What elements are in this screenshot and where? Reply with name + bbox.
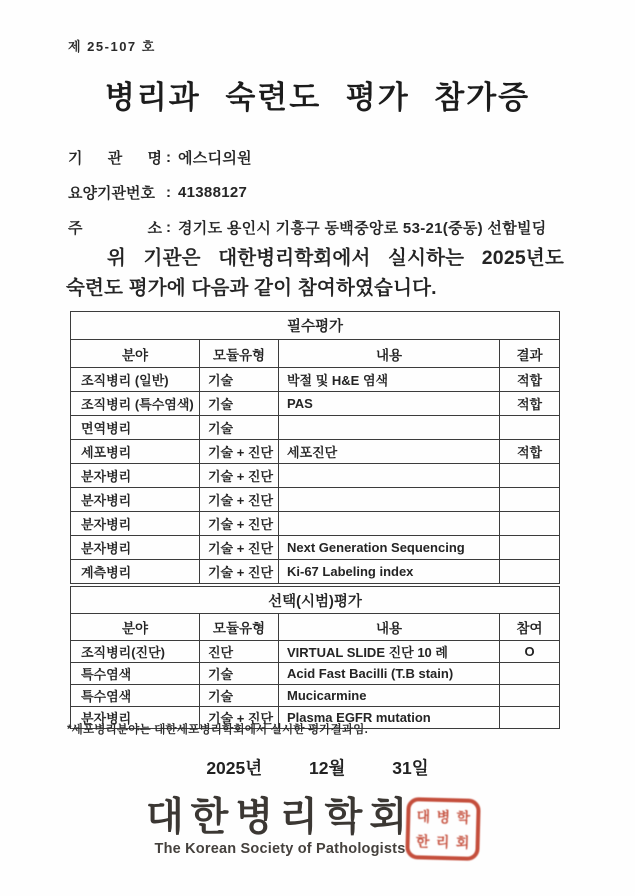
- optional-table-body: [71, 641, 560, 729]
- table-header-row: [71, 340, 560, 368]
- table-cell: [279, 464, 500, 488]
- issuer-name-korean: 대한병리학회: [145, 796, 415, 839]
- table-cell: 기술 + 진단: [200, 512, 279, 536]
- table-cell: 계측병리: [71, 560, 200, 584]
- table-cell: 기술: [200, 663, 279, 685]
- required-table-title: 필수평가: [71, 312, 560, 340]
- info-row-care-number: [68, 175, 568, 210]
- col-header-field: 분야: [71, 614, 200, 641]
- table-row: [71, 392, 560, 416]
- table-cell: Ki-67 Labeling index: [279, 560, 500, 584]
- table-row: [71, 488, 560, 512]
- seal-char: 대: [416, 807, 431, 825]
- table-cell: 기술 + 진단: [200, 464, 279, 488]
- col-header-participation: 참여: [500, 614, 560, 641]
- seal-char: 회: [455, 833, 470, 851]
- table-cell: 면역병리: [71, 416, 200, 440]
- issue-date-day: 31일: [392, 758, 429, 778]
- table-cell: Acid Fast Bacilli (T.B stain): [279, 663, 500, 685]
- table-cell: 조직병리(진단): [71, 641, 200, 663]
- table-cell: [500, 707, 560, 729]
- table-cell: [500, 488, 560, 512]
- required-table-body: [71, 368, 560, 584]
- table-row: [71, 416, 560, 440]
- society-seal-stamp-icon: [405, 797, 481, 861]
- table-row: [71, 560, 560, 584]
- table-cell: 분자병리: [71, 488, 200, 512]
- table-cell: Mucicarmine: [279, 685, 500, 707]
- table-cell: 분자병리: [71, 707, 200, 729]
- care-number-value: 41388127: [178, 184, 248, 201]
- issue-date: [0, 755, 635, 780]
- info-row-address: [68, 210, 568, 245]
- col-header-module-type: 모듈유형: [200, 614, 279, 641]
- table-cell: 특수염색: [71, 663, 200, 685]
- table-cell: 분자병리: [71, 464, 200, 488]
- table-cell: 기술 + 진단: [200, 488, 279, 512]
- colon: :: [166, 219, 171, 236]
- table-cell: [500, 685, 560, 707]
- table-row: [71, 663, 560, 685]
- statement-line-2: 숙련도 평가에 다음과 같이 참여하였습니다.: [66, 277, 437, 300]
- info-row-org-name: [68, 140, 568, 175]
- seal-char: 학: [456, 808, 471, 826]
- table-header-row: [71, 614, 560, 641]
- table-row: [71, 464, 560, 488]
- doc-number: 제 25-107 호: [68, 39, 156, 54]
- table-cell: 특수염색: [71, 685, 200, 707]
- table-cell: 기술: [200, 392, 279, 416]
- issuer-name-english: The Korean Society of Pathologists: [154, 840, 406, 857]
- table-row: [71, 440, 560, 464]
- table-cell: 기술 + 진단: [200, 440, 279, 464]
- table-cell: 조직병리 (특수염색): [71, 392, 200, 416]
- table-cell: Plasma EGFR mutation: [279, 707, 500, 729]
- seal-char: 병: [436, 808, 451, 825]
- col-header-content: 내용: [279, 614, 500, 641]
- colon: :: [166, 149, 171, 166]
- table-cell: 조직병리 (일반): [71, 368, 200, 392]
- col-header-module-type: 모듈유형: [200, 340, 279, 368]
- table-cell: 진단: [200, 641, 279, 663]
- issue-date-year: 2025년: [206, 758, 263, 778]
- table-cell: 적합: [500, 392, 560, 416]
- issuer-footer: [70, 797, 490, 857]
- table-cell: 기술 + 진단: [200, 560, 279, 584]
- table-cell: [279, 416, 500, 440]
- table-title-row: [71, 312, 560, 340]
- care-number-label: 요양기관번호: [68, 185, 155, 202]
- table-cell: [500, 536, 560, 560]
- table-row: [71, 512, 560, 536]
- table-cell: [500, 663, 560, 685]
- table-cell: 박절 및 H&E 염색: [279, 368, 500, 392]
- table-cell: O: [500, 641, 560, 663]
- table-cell: [279, 512, 500, 536]
- colon: :: [166, 184, 171, 201]
- table-cell: VIRTUAL SLIDE 진단 10 례: [279, 641, 500, 663]
- table-cell: 기술 + 진단: [200, 536, 279, 560]
- table-cell: 적합: [500, 440, 560, 464]
- address-value: 경기도 용인시 기흥구 동백중앙로 53-21(중동) 선함빌딩: [178, 220, 547, 237]
- address-label: 주 소: [68, 220, 162, 237]
- table-cell: [279, 488, 500, 512]
- table-cell: 세포진단: [279, 440, 500, 464]
- seal-char: 한: [415, 832, 430, 850]
- statement-line-1: 위 기관은 대한병리학회에서 실시하는 2025년도: [106, 247, 564, 269]
- seal-char: 리: [435, 833, 450, 850]
- table-cell: Next Generation Sequencing: [279, 536, 500, 560]
- org-name-label: 기 관 명: [68, 150, 162, 167]
- col-header-content: 내용: [279, 340, 500, 368]
- optional-table-title: 선택(시범)평가: [71, 587, 560, 614]
- table-cell: 분자병리: [71, 512, 200, 536]
- table-row: [71, 685, 560, 707]
- table-cell: 기술: [200, 685, 279, 707]
- institution-info: [68, 140, 568, 245]
- optional-evaluation-table: [70, 586, 560, 729]
- page-title: 병리과 숙련도 평가 참가증: [104, 80, 531, 115]
- table-cell: [500, 464, 560, 488]
- table-cell: 세포병리: [71, 440, 200, 464]
- table-row: [71, 641, 560, 663]
- table-cell: [500, 560, 560, 584]
- table-cell: 기술: [200, 368, 279, 392]
- table-row: [71, 536, 560, 560]
- issue-date-month: 12월: [309, 758, 346, 778]
- table-title-row: [71, 587, 560, 614]
- col-header-field: 분야: [71, 340, 200, 368]
- table-cell: 기술 + 진단: [200, 707, 279, 729]
- required-evaluation-table: [70, 311, 560, 584]
- org-name-value: 에스디의원: [178, 150, 252, 167]
- table-cell: 적합: [500, 368, 560, 392]
- table-cell: [500, 416, 560, 440]
- table-row: [71, 368, 560, 392]
- cytopathology-footnote: *세포병리분야는 대한세포병리학회에서 실시한 평가결과임.: [67, 724, 368, 736]
- col-header-result: 결과: [500, 340, 560, 368]
- table-cell: [500, 512, 560, 536]
- table-cell: PAS: [279, 392, 500, 416]
- table-cell: 기술: [200, 416, 279, 440]
- table-cell: 분자병리: [71, 536, 200, 560]
- participation-statement: [66, 243, 564, 303]
